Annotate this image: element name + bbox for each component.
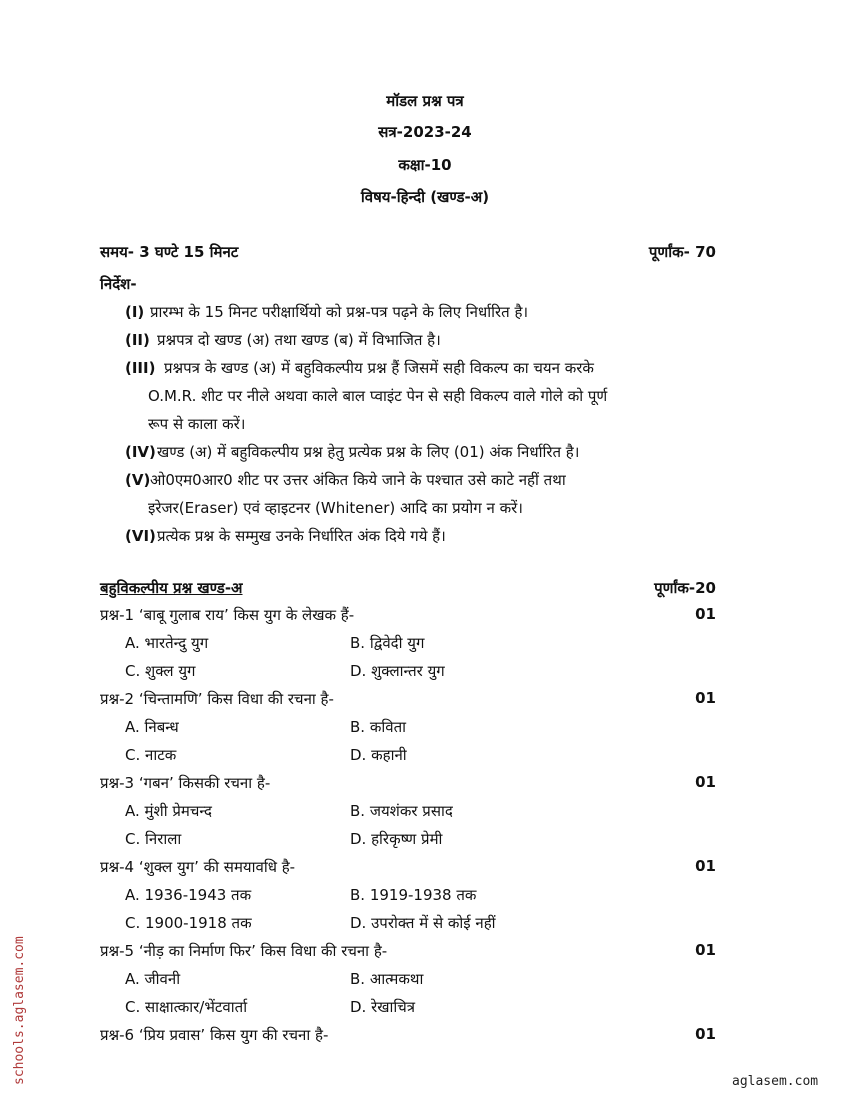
- session: सत्र-2023-24: [378, 123, 472, 141]
- answer-option: A. जीवनी: [125, 970, 181, 988]
- answer-option: A. 1936-1943 तक: [125, 886, 252, 904]
- answer-option: A. निबन्ध: [125, 718, 179, 736]
- section-title: बहुविकल्पीय प्रश्न खण्ड-अ: [100, 579, 243, 597]
- instruction-text: रूप से काला करें।: [148, 415, 246, 433]
- subject: विषय-हिन्दी (खण्ड-अ): [360, 188, 490, 206]
- answer-option: B. आत्मकथा: [350, 970, 424, 988]
- answer-option: D. उपरोक्त में से कोई नहीं: [350, 914, 496, 932]
- answer-option: D. हरिकृष्ण प्रेमी: [350, 830, 443, 848]
- question-text: प्रश्न-6 ‘प्रिय प्रवास’ किस युग की रचना है-: [100, 1026, 329, 1044]
- question-text: प्रश्न-2 ‘चिन्तामणि’ किस विधा की रचना है-: [100, 690, 334, 708]
- question-text: प्रश्न-4 ‘शुक्ल युग’ की समयावधि है-: [100, 858, 296, 876]
- question-marks: 01: [695, 857, 716, 875]
- instruction-text: प्रारम्भ के 15 मिनट परीक्षार्थियो को प्रश्न-पत्र पढ़ने के लिए निर्धारित है।: [150, 303, 529, 321]
- answer-option: A. मुंशी प्रेमचन्द: [125, 802, 212, 820]
- instruction-number: (IV): [125, 443, 156, 461]
- instruction-text: खण्ड (अ) में बहुविकल्पीय प्रश्न हेतु प्रत्येक प्रश्न के लिए (01) अंक निर्धारित है।: [157, 443, 580, 461]
- instruction-number: (VI): [125, 527, 156, 545]
- question-marks: 01: [695, 1025, 716, 1043]
- instruction-number: (III): [125, 359, 156, 377]
- answer-option: B. द्विवेदी युग: [350, 634, 425, 652]
- instruction-text: प्रश्नपत्र दो खण्ड (अ) तथा खण्ड (ब) में विभाजित है।: [157, 331, 441, 349]
- instruction-number: (I): [125, 303, 145, 321]
- section-marks: पूर्णांक-20: [654, 579, 716, 597]
- instruction-text: ओ0एम0आर0 शीट पर उत्तर अंकित किये जाने के पश्चात उसे काटे नहीं तथा: [150, 471, 566, 489]
- answer-option: C. नाटक: [125, 746, 177, 764]
- answer-option: C. निराला: [125, 830, 182, 848]
- class: कक्षा-10: [398, 156, 452, 174]
- answer-option: D. शुक्लान्तर युग: [350, 662, 445, 680]
- instructions-heading: निर्देश-: [100, 275, 137, 293]
- question-text: प्रश्न-1 ‘बाबू गुलाब राय’ किस युग के लेखक हैं-: [100, 606, 355, 624]
- answer-option: B. जयशंकर प्रसाद: [350, 802, 453, 820]
- footer-watermark: aglasem.com: [732, 1074, 819, 1089]
- question-text: प्रश्न-3 ‘गबन’ किसकी रचना है-: [100, 774, 271, 792]
- answer-option: D. कहानी: [350, 746, 407, 764]
- instruction-text: प्रश्नपत्र के खण्ड (अ) में बहुविकल्पीय प्रश्न हैं जिसमें सही विकल्प का चयन करके: [164, 359, 594, 377]
- answer-option: C. शुक्ल युग: [125, 662, 196, 680]
- question-marks: 01: [695, 941, 716, 959]
- instruction-text: प्रत्येक प्रश्न के सम्मुख उनके निर्धारित अंक दिये गये हैं।: [157, 527, 446, 545]
- answer-option: C. साक्षात्कार/भेंटवार्ता: [125, 998, 248, 1016]
- instruction-text: इरेजर(Eraser) एवं व्हाइटनर (Whitener) आदि का प्रयोग न करें।: [148, 499, 523, 517]
- instruction-number: (II): [125, 331, 150, 349]
- answer-option: B. 1919-1938 तक: [350, 886, 477, 904]
- instruction-number: (V): [125, 471, 151, 489]
- answer-option: D. रेखाचित्र: [350, 998, 416, 1016]
- answer-option: B. कविता: [350, 718, 407, 736]
- max-marks: पूर्णांक- 70: [648, 243, 716, 261]
- instruction-text: O.M.R. शीट पर नीले अथवा काले बाल प्वाइंट पेन से सही विकल्प वाले गोले को पूर्ण: [148, 387, 608, 405]
- answer-option: A. भारतेन्दु युग: [125, 634, 209, 652]
- question-text: प्रश्न-5 ‘नीड़ का निर्माण फिर’ किस विधा की रचना है-: [100, 942, 388, 960]
- vertical-watermark: schools.aglasem.com: [12, 936, 27, 1085]
- question-marks: 01: [695, 773, 716, 791]
- paper-title: मॉडल प्रश्न पत्र: [386, 92, 464, 110]
- question-marks: 01: [695, 689, 716, 707]
- question-marks: 01: [695, 605, 716, 623]
- answer-option: C. 1900-1918 तक: [125, 914, 252, 932]
- time-allowed: समय- 3 घण्टे 15 मिनट: [100, 243, 239, 261]
